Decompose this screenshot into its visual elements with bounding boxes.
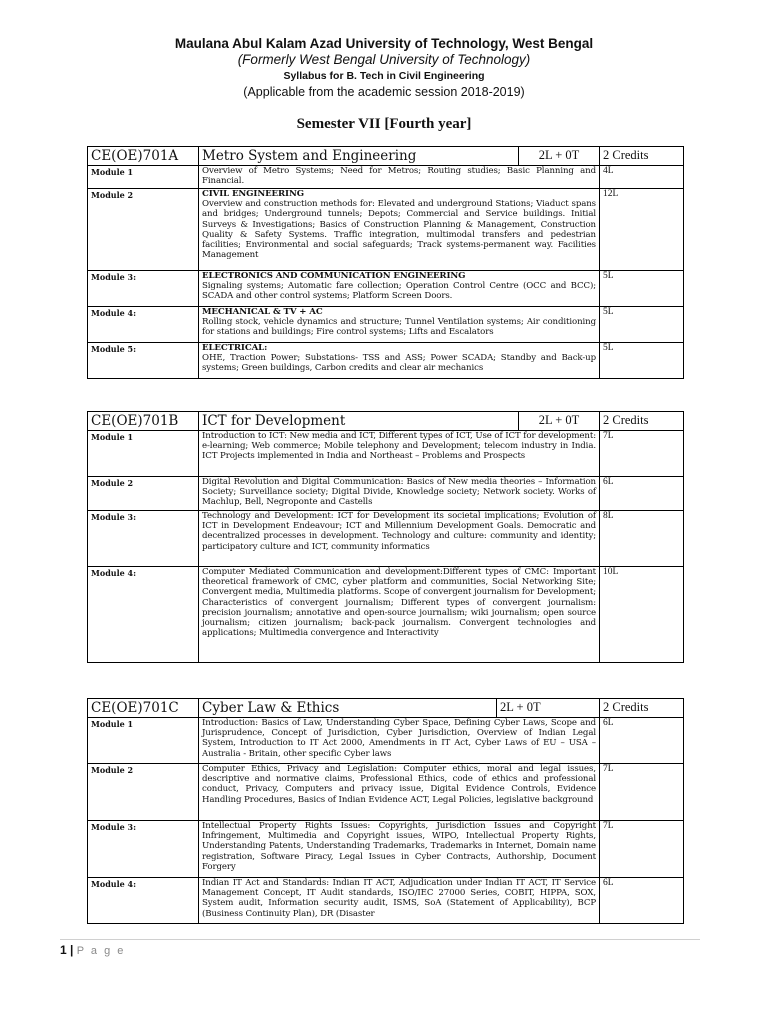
course-table-701b xyxy=(87,411,684,663)
module-text: Introduction: Basics of Law, Understanding Cyber Space, Defining Cyber Laws, Scope and Jurisprudence, Concept of Jurisdiction, Cyber Jurisdiction, Overview of Indian Legal System, Introduction to IT Act 2000, Amendments in IT Act, Cyber Laws of EU – USA – Australia - Britain, other specific Cyber laws xyxy=(199,718,600,764)
module-text: Rolling stock, vehicle dynamics and structure; Tunnel Ventilation systems; Air conditioning for stations and buildings; Fire control systems; Lifts and Escalators xyxy=(202,317,596,338)
course-title: Cyber Law & Ethics xyxy=(199,699,497,718)
module-label: Module 1 xyxy=(88,166,199,189)
course-header-row xyxy=(88,412,684,431)
module-content xyxy=(199,189,600,271)
course-title: Metro System and Engineering xyxy=(199,147,519,166)
former-name: (Formerly West Bengal University of Technology) xyxy=(237,52,531,67)
course-table-701a xyxy=(87,146,684,379)
module-row xyxy=(88,271,684,307)
module-text: Computer Ethics, Privacy and Legislation: Computer ethics, moral and legal issues, descriptive and normative claims, Professional Ethics, code of ethics and professional conduct, Privacy, Computers and privacy issue, Digital Evidence Controls, Evidence Handling Procedures, Basics of Indian Evidence ACT, Legal Policies, legislative background xyxy=(199,764,600,821)
module-label: Module 4: xyxy=(88,878,199,924)
module-label: Module 5: xyxy=(88,343,199,379)
module-label: Module 2 xyxy=(88,189,199,271)
module-lectures: 12L xyxy=(600,189,684,271)
footer-divider xyxy=(60,939,700,940)
module-row xyxy=(88,764,684,821)
module-lectures: 6L xyxy=(600,718,684,764)
module-text: Technology and Development: ICT for Development its societal implications; Evolution of ICT in Development Endeavour; ICT and Millennium Development Goals. Democratic and decentralized processes in development. Technology and culture: community and identity; participatory culture and ICT, community informatics xyxy=(199,511,600,567)
university-name: Maulana Abul Kalam Azad University of Technology, West Bengal xyxy=(174,36,594,51)
module-label: Module 3: xyxy=(88,271,199,307)
module-label: Module 1 xyxy=(88,431,199,477)
module-row xyxy=(88,878,684,924)
module-text: Indian IT Act and Standards: Indian IT ACT, Adjudication under Indian IT ACT, IT Service Management Concept, IT Audit standards, ISO/IEC 27000 Series, COBIT, HIPPA, SOX, System audit, Information security audit, ISMS, SoA (Statement of Applicability), BCP (Business Continuity Plan), DR (Disaster xyxy=(199,878,600,924)
module-lectures: 10L xyxy=(600,567,684,663)
module-subtitle: MECHANICAL & TV + AC xyxy=(202,307,323,317)
footer-separator: | xyxy=(70,943,74,957)
applicable-session: (Applicable from the academic session 2018-2019) xyxy=(243,85,525,99)
module-label: Module 3: xyxy=(88,511,199,567)
module-lectures: 7L xyxy=(600,431,684,477)
page-label: P a g e xyxy=(76,945,126,957)
module-text: Signaling systems; Automatic fare collection; Operation Control Centre (OCC and BCC); SCADA and other control systems; Platform Screen Doors. xyxy=(202,281,596,302)
semester-heading: Semester VII [Fourth year] xyxy=(296,116,472,132)
module-text: OHE, Traction Power; Substations- TSS and ASS; Power SCADA; Standby and Back-up systems; Green buildings, Carbon credits and clear air mechanics xyxy=(202,353,596,374)
course-title: ICT for Development xyxy=(199,412,519,431)
syllabus-title: Syllabus for B. Tech in Civil Engineering xyxy=(283,70,485,82)
module-subtitle: CIVIL ENGINEERING xyxy=(202,189,304,199)
module-lectures: 5L xyxy=(600,307,684,343)
module-content xyxy=(199,271,600,307)
course-code: CE(OE)701C xyxy=(88,699,199,718)
module-lectures: 5L xyxy=(600,343,684,379)
module-content xyxy=(199,307,600,343)
module-lectures: 5L xyxy=(600,271,684,307)
module-lectures: 7L xyxy=(600,764,684,821)
module-row xyxy=(88,189,684,271)
course-code: CE(OE)701A xyxy=(88,147,199,166)
module-label: Module 4: xyxy=(88,567,199,663)
course-hours: 2L + 0T xyxy=(497,699,600,718)
course-header-row xyxy=(88,699,684,718)
module-lectures: 6L xyxy=(600,477,684,511)
course-credits: 2 Credits xyxy=(600,699,684,718)
module-row xyxy=(88,511,684,567)
module-label: Module 2 xyxy=(88,477,199,511)
module-row xyxy=(88,821,684,878)
module-row xyxy=(88,477,684,511)
module-label: Module 3: xyxy=(88,821,199,878)
module-lectures: 6L xyxy=(600,878,684,924)
module-lectures: 7L xyxy=(600,821,684,878)
module-text: Intellectual Property Rights Issues: Copyrights, Jurisdiction Issues and Copyright Infringement, Multimedia and Copyright issues, WIPO, Intellectual Property Rights, Understanding Patents, Understanding Trademarks, Trademarks in Internet, Domain name registration, Software Piracy, Legal Issues in Cyber Contracts, Authorship, Document Forgery xyxy=(199,821,600,878)
module-label: Module 1 xyxy=(88,718,199,764)
module-row xyxy=(88,343,684,379)
module-text: Digital Revolution and Digital Communication: Basics of New media theories – Information Society; Surveillance society; Digital Divide, Knowledge society; Network society. Works of Machlup, Bell, Negroponte and Castells xyxy=(199,477,600,511)
module-text: Introduction to ICT: New media and ICT, Different types of ICT, Use of ICT for development: e-learning; Web commerce; Mobile telephony and Development; telecom industry in India. ICT Projects implemented in India and Northeast – Problems and Prospects xyxy=(199,431,600,477)
module-subtitle: ELECTRICAL: xyxy=(202,343,268,353)
module-lectures: 8L xyxy=(600,511,684,567)
module-content xyxy=(199,343,600,379)
module-label: Module 4: xyxy=(88,307,199,343)
module-row xyxy=(88,567,684,663)
course-header-row xyxy=(88,147,684,166)
module-text: Overview and construction methods for: Elevated and underground Stations; Viaduct spans and bridges; Underground tunnels; Depots; Commercial and Service buildings. Initial Surveys & Investigations; Basics of Construction Planning & Management, Construction Quality & Safety Systems. Traffic integration, multimodal transfers and pedestrian facilities; Environmental and social safeguards; Track systems-permanent way. Facilities Management xyxy=(202,199,596,261)
course-hours: 2L + 0T xyxy=(519,412,600,431)
module-text: Overview of Metro Systems; Need for Metros; Routing studies; Basic Planning and Financial. xyxy=(199,166,600,189)
course-credits: 2 Credits xyxy=(600,147,684,166)
module-row xyxy=(88,166,684,189)
course-credits: 2 Credits xyxy=(600,412,684,431)
module-row xyxy=(88,718,684,764)
course-hours: 2L + 0T xyxy=(519,147,600,166)
course-code: CE(OE)701B xyxy=(88,412,199,431)
module-subtitle: ELECTRONICS AND COMMUNICATION ENGINEERING xyxy=(202,271,466,281)
module-row xyxy=(88,307,684,343)
page-footer xyxy=(60,943,125,957)
module-lectures: 4L xyxy=(600,166,684,189)
course-table-701c xyxy=(87,698,684,924)
page-number: 1 xyxy=(60,943,67,957)
module-label: Module 2 xyxy=(88,764,199,821)
module-text: Computer Mediated Communication and development:Different types of CMC: Important theoretical framework of CMC, cyber platform and communities, Social Networking Site; Convergent media, Multimedia platforms. Scope of convergent journalism for Development; Characteristics of convergent journalism; Different types of convergent journalism: precision journalism; annotative and open-source journalism; wiki journalism; open source journalism; citizen journalism; back-pack journalism. Convergent technologies and applications; Multimedia convergence and Interactivity xyxy=(199,567,600,663)
module-row xyxy=(88,431,684,477)
